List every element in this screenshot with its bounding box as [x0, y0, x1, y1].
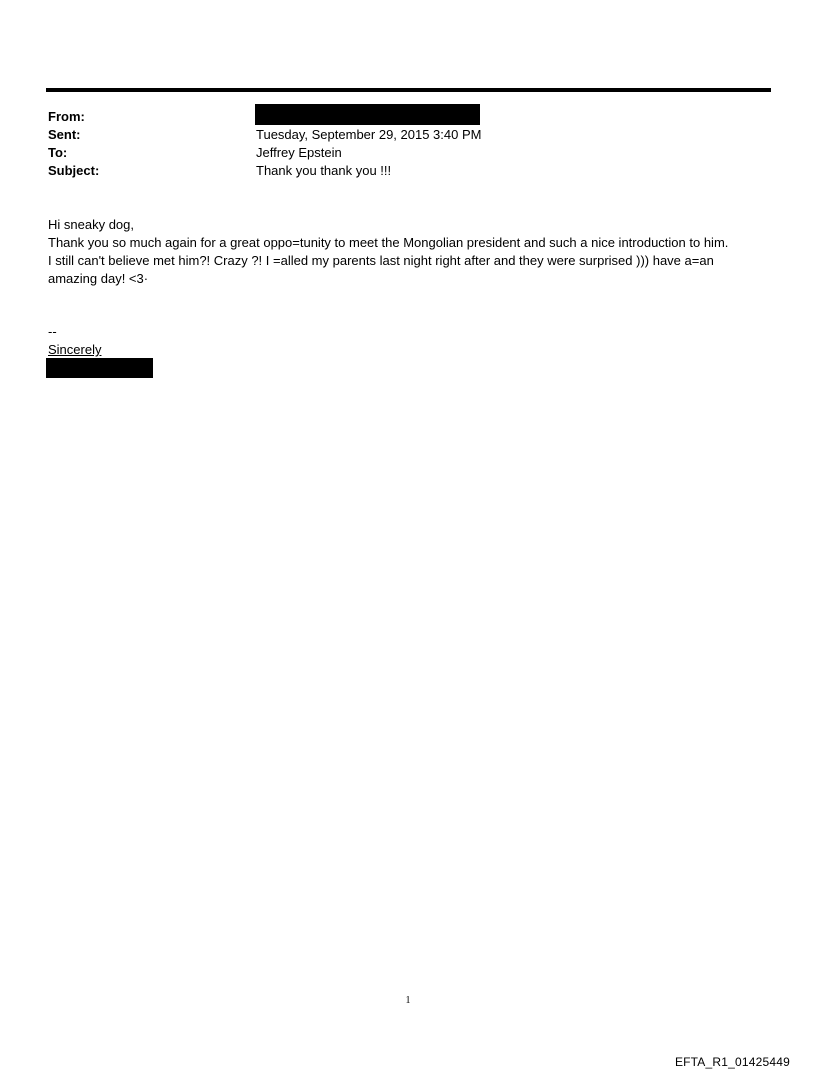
email-body [48, 216, 778, 288]
from-redaction [255, 104, 480, 125]
subject-label: Subject: [48, 163, 100, 178]
subject-value: Thank you thank you !!! [256, 163, 392, 178]
from-label: From: [48, 109, 85, 124]
to-label: To: [48, 145, 68, 160]
header-divider [46, 88, 771, 92]
sent-value: Tuesday, September 29, 2015 3:40 PM [256, 127, 482, 142]
page-number: 1 [405, 995, 411, 1006]
signature-redaction [46, 358, 153, 378]
body-line-2: I still can't believe met him?! Crazy ?! I =alled my parents last night right after and they were surprised ))) have a=an [48, 253, 714, 268]
signature-closing: Sincerely [48, 342, 102, 357]
to-value: Jeffrey Epstein [256, 145, 342, 160]
document-id: EFTA_R1_01425449 [674, 1055, 790, 1069]
body-greeting: Hi sneaky dog, [48, 217, 134, 232]
sent-label: Sent: [48, 127, 81, 142]
body-line-1: Thank you so much again for a great oppo=tunity to meet the Mongolian president and such a nice introduction to him. [48, 235, 729, 250]
body-line-3: amazing day! <3· [48, 271, 149, 286]
signature-separator: -- [48, 324, 57, 339]
